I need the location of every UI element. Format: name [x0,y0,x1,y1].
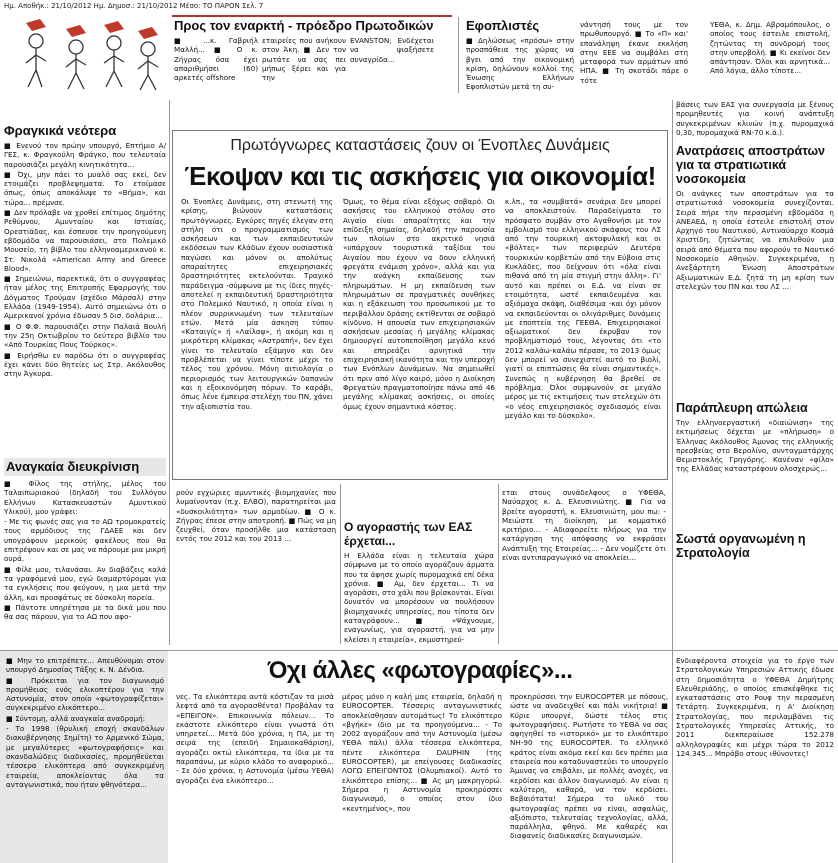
section-title-hospitals: Ανατράσεις αποστράτων για τα στρατιωτικά νοσοκομεία [676,144,825,186]
clipping-meta: Ημ. Αποθήκ.: 21/10/2012 Ημ. Δημοσ.: 21/10/2012 Μέσο: ΤΟ ΠΑΡΟΝ Σελ. 7 [4,2,264,10]
shipowners-col-1: ■ Δηλώσεως «πρόσω» στην προσπάθεια της χώρας να βγει από την οικονομική κρίση, δηλώνουν κολλοί της Ένωσης Ελλήνων Εφοπλιστών μετά τη συ- [466,36,574,92]
top-col-2: εταιρείες που ανήκουν στον Άκη. ■ Δεν τον ρωτάτε να σας πει μήπως ξέρει και για την [262,36,346,83]
section-title-box [4,458,166,476]
paragraph: ■ Δεν πρόλαβε να χροθεί επίτιμος δημότης Ρεθύμνου, Αμυνταίου και Ιστιαίας, Ορεστιάδας, και έσπευσε την προηγούμενη εβδομάδα να παρουσιάσει, στο Πολεμικό Μουσείο, τη βίβλο του ελληνοαμερικανού κ. Στ. Νικολά «American Army and Greece Blood». [4,208,166,273]
top-strip [0,13,838,95]
mid-lower-col-3: εται στους συνάδελφους ο ΥΦΕΘΑ, Ναύαρχος κ. Δ. Ελευσινιώτης. ■ Για να βρείτε αγοραστή, κ. Ελευσινιώτη, μου πω: - Μειώστε τη διοίκηση, με κομματικό κριτήριο... - Αδιαφορείτε πλήρως για την κατάργηση της απόφασης να εκφράσει Ανάπτυξη της Εταιρείας... - Δεν νομίζετε ότι είναι αντιπαραγωγικό να αποκλείει... [502,488,666,563]
list-item: - Το 1998 (θρυλική εποχή σκανδάλων διακυβέρνησης Σημίτη) το Αρμενικό Σώμα, με μεγαλύτερες «φωτογραφήσεις» και σκανδαλώδεις διαδικασίες, προμηθεύεται τέσσερα ελικόπτερα από συγκεκριμένη εταιρεία, αποκλείοντας όλα τα ανταγωνιστικά, που ήταν φθηνότερα... [6,724,164,789]
shipowners-col-2: νάντησή τους με τον πρωθυπουργό. ■ Το «Π» και' επανάληψη έκανε εκκλήση στην ΕΕΕ να συμβάλει στη μεταφορά των αρμάτων από ΗΠΑ. ■ Τη σκοτάδι πάρε ο τότε [580,20,688,85]
bottom-col-1: νες. Τα ελικόπτερα αυτά κόστιζαν τα μισά λεφτά από τα αγορασθέντα! Προβάλαν τα «ΕΠΕΙΓΟΝ». Επικοινωνία πόλεων... Το εκάστοτε ελικόπτερο είναι γνωστά ότι υπηρετεί... Μετά δύο χρόνια, η ΠΑ, με τη σειρά της (επειδή Σημαιοκαθάριση), αγοράζει οκτώ ελικόπτερα, τα ίδια με τα παραπάνω, με κύριο κλάδο το αναφορικό... - Σε δύο χρόνια, η Αστυνομία (μέσω ΥΕΘΑ) αγοράζει ένα ελικόπτερο... [176,692,334,785]
right-column [676,100,834,645]
paragraph: ■ Φίλε μου, τιλανάσαι. Αν διαβάζεις καλά τα γραφόμενά μου, εγώ διαμαρτύρομαι για τα εγκλήσεις που φεύγουν, η μια μετά την άλλη, και προσφάτως σε δύσκολη πορεία. [4,564,166,602]
divider [498,484,499,644]
hero-col-1: Οι Ένοπλες Δυνάμεις, στη στενωτή της κρίσης, βιώνουν καταστάσεις πρωτόγνωρες. Εγκύρες πηγές έλεγαν στη στήλη ότι ο προγραμματισμός των ασκήσεων και των εκπαιδευτικών εκδόσεων των Κλάδων έχουν ουσιαστικά παγώσει και μόνον οι απολύτως απαραίτητες επιχειρησιακές δραστηριότητες εκτελούνται. Τραγικό παράδειγμα -σύμφωνα με τις ίδιες πηγές- αποτελεί η εκπαιδευτική δραστηριότητα στο Πολεμικό Ναυτικό, η οποία είναι η πλέον συρρικνωμένη των τελευταίων ετών. Μετά μία άσκηση τύπου «Καταιγίς» ή «Λαίλαψ», ή ακόμη και η μικρότερη κλίμακας «Αστραπή», δεν έχει γίνει το τελευταίο εξάμηνο και δεν προβλέπεται να γίνει τίποτε μέχρι το τέλος του χρόνου. Μόνη αιτιολογία ο περιορισμός των λειτουργικών δαπανών και η εξοικονόμηση πόρων. Το καράβι, όπως λένε έμπειρα στελέχη του ΠΝ, χάνει την αξιοπιστία του. [181,197,333,411]
list-item: ■ Σύντομη, αλλά αναγκαία αναδρομή: [6,713,146,723]
top-col-3: EVANSTON; Ενδέχεται να ψιαξήσετε συναγρίδα... [350,36,434,64]
headline-top: Προς τον εναρκτή - πρόεδρο Πρωτοδικών [174,18,434,33]
recruitment-body: Ενδιαφέροντα στοιχεία για το έργο των Στρατολογικών Υπηρεσιών Αττικής έδωσε στη δημοσιότητα ο ΥΦΕΘΑ Δημήτρης Ελευθεριάδης, ο οποίος επισκέφθηκε τις εγκαταστάσεις στο Ρουφ την περασμένη Τετάρτη. Συγκεκριμένα, η Α' Διοίκηση Στρατολογίας, που περιλαμβάνει τις Στρατολογικές Υπηρεσίες Αττικής, το 2011 διεκπεραίωσε 152.278 αλληλογραφίες και μέχρι τώρα το 2012 124.345... Μπράβο στους ιθύνοντες! [676,656,834,758]
list-item: ■ Πρόκειται για τον διαγωνισμό προμήθειας ενός ελικοπτέρου για την Αστυνομία, στον οποίο «φωτογραφίζεται» συγκεκριμένο ελικόπτερο... [6,675,164,713]
shipowners-title: Εφοπλιστές [466,18,540,33]
left-divider [169,100,170,645]
top-col-1: ■ ...κ. Γαβριήλ Μαλλή... ■ Ο κ. Ζήγρας όσα έχει απαριθμήσει (60) αρκετές offshore [174,36,258,83]
bottom-title: Όχι άλλες «φωτογραφίες»... [267,657,573,684]
hero-article [172,130,668,480]
section-title-recruitment: Σωστά οργανωμένη η Στρατολογία [676,532,806,560]
hero-col-2: Όμως, το θέμα είναι εξόχως σοβαρό. Οι ασκήσεις του ελληνικού στόλου στο Αιγαίο είναι απαραίτητες και την επίδειξη σημαίας, δηλαδή την παρουσία των πλοίων στο ακριτικό νησιά «υπάρχουν τουριστικά ταξίδια του Αιγαίου που έχουν να δουν ελληνική φρεγάτα ενάμιση χρόνο», αλλά και για την ανάγκη εκπαίδευσης των πληρωμάτων. Η μη εκπαίδευση των πληρωμάτων σε πραγματικές συνθήκες και η εξάκειωση του προσωπικού με το περιβάλλον δράσης εκτίθενται σε σοβαρό κίνδυνο. Η απουσία των επιχειρησιακών ασκήσεων μεσαίας ή μεγάλης κλίμακας δημιουργεί αυτοπεποίθηση μεγάλο κενό και επηρεάζει αρνητικά την επιχειρησιακή ικανότητα και την υπεροχή των Ενόπλων Δυνάμεων. Να σημειωθεί ότι πριν από λίγο καιρό, μόνο η Διοίκηση Φρεγατών πραγματοποίησε πάνω από 46 μεγάλης κλίμακας ασκήσεις, οι οποίες όμως έχουν σημαντικά κόστος. [343,197,495,411]
section-body-collateral: Την ελληνοεργαστική «διαιώνιση» της εκτιμήσεως δέχεται με «πλήρωση» ο Έλληνας Ακόλουθος Άμυνας της ελληνικής πρεσβείας στο Βερολίνο, συνταγματάρχης Θεμιστοκλής Γρηγόρης. Κανέναν «φίλο» της Ελλάδας καταστρέφουν ολοσχερώς... [676,418,834,474]
hero-title: Έκοψαν και τις ασκήσεις για οικονομία! [184,161,656,191]
bottom-left-list [6,656,164,860]
buyer-body: Η Ελλάδα είναι η τελευταία χώρα σύμφωνα με το οποίο αγοράζουν άρματα που τα άφησε χωρίς πυρομαχικά επί δέκα χρόνια. ■ Αμ, δεν έρχεται... Τι να αγοράσει, στο χάλι που βρίσκονται. Είναι δυνατόν να μπορέσουν να πουλήσουν βιομηχανικές υπηρεσίες, που τίποτα δεν καταγράφουν... ■ «Ψάχνουμε, εναγωνίως, για αγοραστή, για να μην κλείσει η εταιρεία», εκμυστηρεύ- [344,551,494,644]
top-right-col: ΥΕΘΑ, κ. Δημ. Αβραμόπουλος, ο οποίος τους έστειλε επιστολή, ζητώντας τη συνδρομή τους στην υπερβολή. ■ Κι εκείνοι δεν απάντησαν. Όλοι και αρνητικά... Από λόγια, άλλο τίποτε... [710,20,830,76]
top-divider [458,17,459,93]
hero-subtitle: Πρωτόγνωρες καταστάσεις ζουν οι Ένοπλες Δυνάμεις [230,137,610,154]
buyer-box [344,488,494,644]
mid-lower [172,484,668,646]
right-intro: βάσεις των ΕΑΣ για συνεργασία με ξένους προμηθευτές για κοινή ανάπτυξη συγκεκριμένων κλινών (π.χ. πυρομαχικά 0,30, πυρομαχικά RN-70 κ.ά.). [676,100,834,137]
paragraph: ■ Ο Φ.Φ. παρουσιάζει στην Παλαιά Βουλή την 25η Οκτωβρίου το δεύτερο βιβλίο του «Από Τουρκίας Πους Τούρκος». [4,321,166,350]
left-column [4,124,166,644]
paragraph: ■ Σημειώνω, παρεκτικά, ότι ο συγγραφέας ήταν μέλος της Επιτροπής Εφαρμογής του Δόγματος Τρούμαν (σχέδιο Μάρσαλ) στην Ελλάδα (1949-1954). Αυτό σημειώνω ότι ο Αμερικανοί χρόνια έδωσαν 5 δισ. δολάρια... [4,274,166,321]
paragraph: ■ Φίλος της στήλης, μέλος του Ταλαιπωριακού (δηλαδή του Συλλόγου Ελλήνων Κατασκευαστών Αμυντικού Υλικού), μου γράφει: [4,479,166,516]
paragraph: ■ Πάντοτε υπηρέτησα με τα δικά μου που θα σας πάρουν, για το ΑΩ που αφο- [4,602,166,622]
section-title-fragkika: Φραγκικά νεότερα [4,123,117,138]
cartoon-illustration [6,15,166,93]
section-body-fragkika [4,141,166,456]
list-item: ■ Μην το επιτρέπετε... Απευθύνομαι στον υπουργό Δημοσίας Τάξης κ. Ν. Δένδια. [6,656,164,675]
right-divider [672,100,673,645]
buyer-title: Ο αγοραστής των ΕΑΣ έρχεται... [344,520,473,548]
bottom-col-2: μέρος μόνο η καλή μας εταιρεία, δηλαδή η EUROCOPTER. Τέσσερις ανταγωνιστικές αποκλείσθησαν αυτομάτως! Το ελικόπτερο «βγήκε» ίδιο με τα προηγούμενα... - Το 2002 αγοράζουν από την Αστυνομία (μέσω ΥΕΘΑ πάλι) άλλα τέσσερα ελικόπτερα, πέντε ελικόπτερα DAUPHIN (της EUROCOPTER), με επείγουσες διαδικασίες ΛΟΓΩ ΕΠΕΙΓΟΝΤΟΣ (Ολυμπιακοί). Αυτό το ελικόπτερο επίσης... ■ Ας μη μακρηγορώ. Σήμερα η Αστυνομία προκηρύσσει διαγωνισμό, ο οποίος στον ίδιο «κεντημένος», που [342,692,502,813]
bottom-right-divider [672,645,673,863]
top-rule [172,15,452,17]
mid-lower-col-1: ρούν εγχώριες αμυντικές βιομηχανίες που λυμαίνονταν (π.χ. ΕΛΒΟ), παρατηρείται μια «δυσκοιλιότητα» των αρμοδίων. ■ Ο κ. Ζήγρας έπεσε στην αποτροπή. ■ Πώς να μη ζευχθεί, όταν προσήλθε μια κατάσταση εντός του 2012 και του 2013 ... [176,488,336,544]
paragraph: ■ Όχι, μην πάει το μυαλό σας εκεί, δεν ετοιμάζει προβλεψηματα. Το ετοίμασε όπως, όπως αποκάλυψε το «Βήμα», και τώρα... πρέμνσε. [4,169,166,207]
section-title-clarification: Αναγκαία διευκρίνιση [6,459,140,474]
bottom-col-3: προκηρύσσει την EUROCOPTER με πόσους, ώστε να αναδειχθεί και πάλι νικήτρια! ■ Κύριε υπουργέ, δώστε τέλος στις φωτογραφήσεις. Ρωτήστε το ΥΕΘΑ να σας αφηγηθεί το «ιστορικό» με το ελικόπτερο NH-90 της EUROCOPTER. Το ελληνικό κράτος είναι ακόμα εκεί και δεν πρέπει μια εταιρεία που καταδυναστεύει το υπουργείο Άμυνας να επιβάλει, με πολλές ανοχές, να κερδίσει και άλλον διαγωνισμό. Αν είναι η καλύτερη, καθαρά, να τον κερδίσει. Βεβαιότατα! Σήμερα το υλικό του φωτογραφίας πρέπει να είναι, ασφαλώς, αξιόπιστο, τελευταίας τεχνολογίας, αλλά, παράλληλα, φθηνό. Με καθαρές και διαφανείς διαδικασίες διαγωνισμών. [510,692,668,841]
section-body-clarification [4,479,166,655]
section-title-collateral: Παράπλευρη απώλεια [676,401,808,415]
hero-col-3: κ.λπ., τα «συμβατά» σενάρια δεν μπορεί να αποκλειστούν. Παραδείγματα το πρόσφατο συμβάν στο Αγαθονήσι με τον εμβολισμό του ελληνικού σκάφους του ΛΣ από την τουρκική ακτοφυλακή και οι «βόλτες» των περιφερών Δευτέρα τουρκικών κορβετών από την Εύβοια στις Κυκλάδες, που δείχνουν ότι «όλα είναι πιθανά από τη μία στιγμή στην άλλη». Γι' αυτό και πρέπει οι Ε.Δ. να είναι σε ετοιμότητα, ωστέ εκπαιδευμένα και αξιόμαχα σκάφη, διαθέσιμα -και όχι μόνον να εκπαιδεύονται οι ολιγάριθμες δυνάμεις με εποπτεία της ΓΕΕΘΑ. Επιχειρησιακοί αξιωματικοί δεν έκρυβαν τον προβληματισμό τους, λέγοντας ότι «το 2012 καλάω-καλάω πέρασε, το 2013 όμως δεν μπορεί να συνεχιστεί αυτό το βιολί, γιατί οι επιπτώσεις θα είναι σημαντικές». Συνεπώς η κυβέρνηση θα βρεθεί σε πρόβλημα. Όλοι συμφωνούν σε μεγάλο μέρος με τις εκτιμήσεις των στελεχών ότι «ο νέος επιχειρησιακός σχεδιασμός είναι μεγάλο και το δύσκολο». [505,197,661,420]
paragraph: ■ Ενενού τον πρώην υπουργό, Επτήμιο Α/ΓΕΣ, κ. Φραγκούλη Φράγκο, που τελευταία παρουσιάζει μεγάλη κινητικότητα... [4,141,166,169]
paragraph: - Με τις φωνές σας για το ΑΩ τρομοκρατείς τους αρμόδιους της ΓΔΑΕΕ και δεν υπογράφουν μερικούς φακέλους που θα επιτρέψουν και σε μας να πάρουμε μια μικρή ουρά. [4,517,166,564]
divider [340,484,341,644]
paragraph: ■ Ειρήσθω εν παρόδω ότι ο συγγραφέας έχει κάνει δύο θητείες ως Στρ. Ακόλουθος στην Άγκυρα. [4,350,166,379]
section-body-hospitals: Οι ανάγκες των αποστράτων για τα στρατιωτικά νοσοκομεία συνεχίζονται. Σειρά πήρε την περασμένη εβδομάδα η ΑΝΕΑΕΔ, η οποία έστειλε επιστολή στον Αρχηγό του Ναυτικού, Αντιναύαρχο Κοσμά Χριστίδη, ζητώντας να επιλυθούν μια σειρά από θέματα που αφορούν το Ναυτικό Νοσοκομείο Αθηνών. Συγκεκριμένα, η Ανεξάρτητη Ένωση Αποστράτων Αξιωματικών Ε.Δ. ζητά τη μη κρίση των στελεχών του ΠΝ και του ΛΣ ... [676,189,834,291]
